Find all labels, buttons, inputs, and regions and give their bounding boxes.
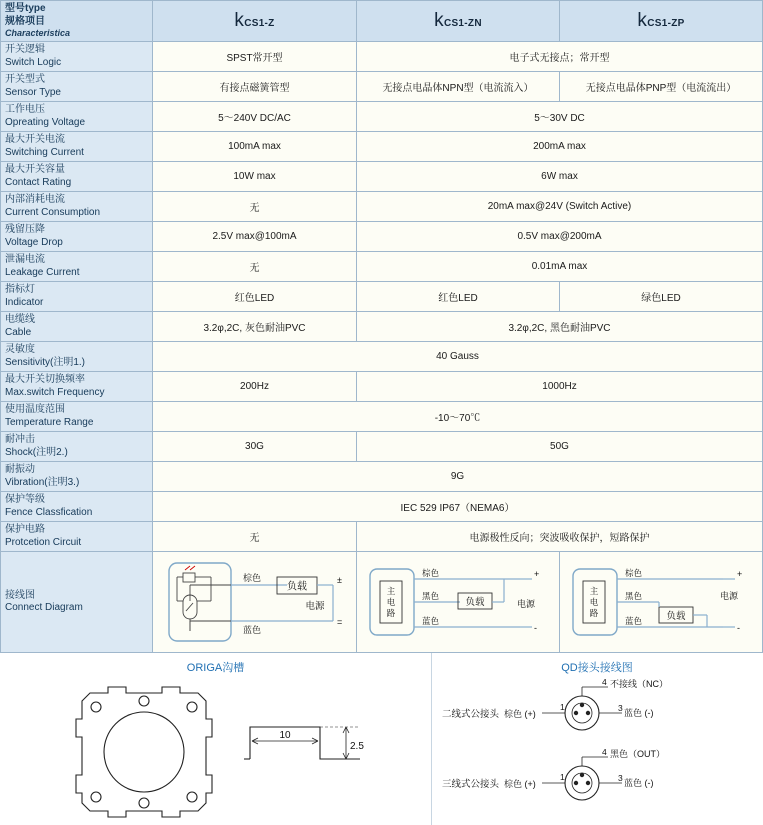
- row-label-cn-6: 残留压降: [5, 224, 45, 236]
- row-label-11: [1, 372, 153, 402]
- model-header-0: [153, 1, 357, 42]
- row-label-16: [1, 522, 153, 552]
- npn-load-label: 负载: [465, 597, 485, 609]
- qd-section: [432, 653, 762, 825]
- pnp-blue-label: 蓝色: [625, 616, 643, 627]
- row-label-6: [1, 222, 153, 252]
- reed-blue-label: 蓝色: [242, 625, 261, 636]
- row-label-cn-1: 开关型式: [5, 74, 45, 86]
- groove-section: [0, 653, 432, 825]
- row-label-cn-7: 泄漏电流: [5, 254, 45, 266]
- qd-two-blue-label: 蓝色 (-): [624, 708, 654, 719]
- row-label-en-0: Switch Logic: [5, 56, 62, 68]
- row-label-14: [1, 462, 153, 492]
- row-label-cn-3: 最大开关电流: [5, 134, 65, 146]
- diagram-npn-cell: [357, 552, 560, 653]
- row-value-16-0: 无: [153, 522, 357, 552]
- qd-connector-diagram: [432, 673, 762, 823]
- npn-minus-label: -: [534, 623, 537, 634]
- row-value-14-0: 9G: [153, 462, 763, 492]
- table-row: [1, 432, 763, 462]
- pnp-brown-label: 棕色: [625, 568, 643, 579]
- row-label-cn-13: 耐冲击: [5, 434, 35, 446]
- row-label-3: [1, 132, 153, 162]
- row-value-8-1: 红色LED: [357, 282, 560, 312]
- qd-three-pin4: 4: [602, 747, 607, 758]
- reed-brown-label: 棕色: [242, 573, 261, 584]
- row-label-9: [1, 312, 153, 342]
- row-label-en-3: Switching Current: [5, 146, 84, 158]
- row-label-4: [1, 162, 153, 192]
- row-value-5-1: 20mA max@24V (Switch Active): [357, 192, 763, 222]
- model-name-1: CS1-ZN: [443, 18, 482, 30]
- row-label-1: [1, 72, 153, 102]
- npn-power-label: 电源: [516, 599, 536, 610]
- pnp-black-label: 黑色: [625, 591, 643, 602]
- qd-three-black-label: 黑色（OUT）: [610, 749, 665, 760]
- bottom-section: [0, 653, 762, 825]
- qd-two-pin4: 4: [602, 677, 607, 688]
- model-prefix-0: k: [234, 10, 245, 32]
- npn-wiring-diagram: [360, 555, 556, 649]
- table-header-row: [1, 1, 763, 42]
- row-label-en-15: Fence Classfication: [5, 506, 93, 518]
- row-label-13: [1, 432, 153, 462]
- row-label-en-11: Max.switch Frequency: [5, 386, 105, 398]
- svg-text:电: 电: [589, 597, 599, 608]
- row-label-en-5: Current Consumption: [5, 206, 101, 218]
- row-value-6-1: 0.5V max@200mA: [357, 222, 763, 252]
- row-label-cn-0: 开关逻辑: [5, 44, 45, 56]
- model-header-2: [560, 1, 763, 42]
- row-label-en-4: Contact Rating: [5, 176, 72, 188]
- diagram-pnp-cell: [560, 552, 763, 653]
- diagram-label-cn: 接线图: [5, 589, 35, 601]
- row-value-4-0: 10W max: [153, 162, 357, 192]
- row-value-15-0: IEC 529 IP67（NEMA6）: [153, 492, 763, 522]
- table-row: [1, 42, 763, 72]
- row-label-cn-8: 指标灯: [5, 284, 35, 296]
- table-row: [1, 372, 763, 402]
- qd-two-pin1: 1: [560, 702, 565, 713]
- table-row: [1, 132, 763, 162]
- table-row: [1, 192, 763, 222]
- row-label-cn-14: 耐振动: [5, 464, 35, 476]
- row-value-10-0: 40 Gauss: [153, 342, 763, 372]
- pnp-wiring-diagram: [563, 555, 759, 649]
- header-label-cn: 规格项目: [5, 15, 45, 27]
- row-value-1-0: 有接点磁簧管型: [153, 72, 357, 102]
- row-value-11-1: 1000Hz: [357, 372, 763, 402]
- row-value-0-0: SPST常开型: [153, 42, 357, 72]
- npn-brown-label: 棕色: [422, 568, 440, 579]
- row-label-7: [1, 252, 153, 282]
- qd-three-pin1: 1: [560, 772, 565, 783]
- row-label-cn-15: 保护等级: [5, 494, 45, 506]
- groove-depth-label: 2.5: [350, 741, 364, 753]
- groove-width-label: 10: [279, 730, 291, 742]
- npn-plus-label: +: [534, 569, 540, 580]
- table-row: [1, 222, 763, 252]
- row-label-en-1: Sensor Type: [5, 86, 61, 98]
- header-model-type: 型号type: [5, 3, 46, 14]
- qd-two-nc-label: 不接线（NC）: [610, 679, 668, 690]
- svg-text:主: 主: [589, 586, 599, 597]
- row-label-cn-4: 最大开关容量: [5, 164, 65, 176]
- row-label-en-16: Protcetion Circuit: [5, 536, 82, 548]
- groove-title: ORIGA沟槽: [186, 662, 245, 675]
- row-value-9-1: 3.2φ,2C, 黑色耐油PVC: [357, 312, 763, 342]
- row-label-en-14: Vibration(注明3.): [5, 476, 80, 488]
- row-label-15: [1, 492, 153, 522]
- row-label-en-9: Cable: [5, 326, 32, 338]
- row-label-8: [1, 282, 153, 312]
- row-label-cn-16: 保护电路: [5, 524, 45, 536]
- table-row: [1, 402, 763, 432]
- reed-minus-label: =: [336, 617, 342, 628]
- row-value-0-1: 电子式无接点；常开型: [357, 42, 763, 72]
- diagram-reed-cell: [153, 552, 357, 653]
- pnp-load-label: 负载: [666, 611, 686, 623]
- row-label-cn-11: 最大开关切换频率: [5, 374, 85, 386]
- row-label-en-7: Leakage Current: [5, 266, 80, 278]
- svg-text:路: 路: [589, 608, 599, 619]
- row-label-cn-9: 电缆线: [5, 314, 35, 326]
- row-value-12-0: -10～70℃: [153, 402, 763, 432]
- qd-three-blue-label: 蓝色 (-): [624, 778, 654, 789]
- reed-power-label: 电源: [304, 601, 325, 613]
- qd-three-pin3: 3: [618, 773, 623, 784]
- table-row: [1, 252, 763, 282]
- model-prefix-1: k: [434, 10, 444, 32]
- row-value-1-2: 无接点电晶体PNP型（电流流出）: [560, 72, 763, 102]
- table-row: [1, 312, 763, 342]
- row-value-11-0: 200Hz: [153, 372, 357, 402]
- row-label-en-12: Temperature Range: [5, 416, 94, 428]
- header-characteristics-cell: [1, 1, 153, 42]
- model-name-2: CS1-ZP: [647, 18, 685, 30]
- pnp-plus-label: +: [737, 569, 743, 580]
- wiring-diagram-row: [1, 552, 763, 653]
- npn-blue-label: 蓝色: [422, 616, 440, 627]
- row-value-9-0: 3.2φ,2C, 灰色耐油PVC: [153, 312, 357, 342]
- table-row: [1, 522, 763, 552]
- row-value-1-1: 无接点电晶体NPN型（电流流入）: [357, 72, 560, 102]
- row-label-en-2: Opreating Voltage: [5, 116, 86, 128]
- pnp-minus-label: -: [737, 623, 740, 634]
- model-name-0: CS1-Z: [244, 18, 275, 30]
- row-label-12: [1, 402, 153, 432]
- svg-text:主: 主: [386, 586, 396, 597]
- row-label-cn-5: 内部消耗电流: [5, 194, 65, 206]
- table-row: [1, 342, 763, 372]
- row-value-8-2: 绿色LED: [560, 282, 763, 312]
- row-label-diagram: [1, 552, 153, 653]
- row-label-cn-2: 工作电压: [5, 104, 45, 116]
- row-value-16-1: 电源极性反向；突波吸收保护，短路保护: [357, 522, 763, 552]
- model-prefix-2: k: [637, 10, 648, 32]
- table-row: [1, 492, 763, 522]
- reed-load-label: 负载: [286, 581, 307, 593]
- row-label-10: [1, 342, 153, 372]
- table-row: [1, 162, 763, 192]
- row-label-5: [1, 192, 153, 222]
- qd-three-brown-label: 棕色 (+): [504, 779, 536, 790]
- row-label-en-10: Sensitivity(注明1.): [5, 356, 86, 368]
- table-row: [1, 102, 763, 132]
- row-value-8-0: 红色LED: [153, 282, 357, 312]
- qd-two-pin3: 3: [618, 703, 623, 714]
- row-label-2: [1, 102, 153, 132]
- row-label-en-8: Indicator: [5, 296, 44, 308]
- row-value-3-1: 200mA max: [357, 132, 763, 162]
- svg-text:电: 电: [386, 597, 396, 608]
- row-label-0: [1, 42, 153, 72]
- qd-three-wire-label: 三线式公接头: [442, 779, 500, 791]
- groove-drawing: [0, 675, 432, 825]
- row-label-cn-12: 使用温度范围: [5, 404, 65, 416]
- qd-title: QD接头接线图: [561, 662, 633, 675]
- row-label-cn-10: 灵敏度: [5, 344, 35, 356]
- npn-black-label: 黑色: [422, 591, 440, 602]
- diagram-label-en: Connect Diagram: [5, 602, 83, 614]
- reed-plus-label: ±: [336, 575, 342, 586]
- table-row: [1, 462, 763, 492]
- row-value-7-0: 无: [153, 252, 357, 282]
- row-label-en-13: Shock(注明2.): [5, 446, 68, 458]
- qd-two-brown-label: 棕色 (+): [504, 709, 536, 720]
- model-header-1: [357, 1, 560, 42]
- row-value-13-0: 30G: [153, 432, 357, 462]
- row-value-4-1: 6W max: [357, 162, 763, 192]
- reed-wiring-diagram: [155, 555, 355, 649]
- table-row: [1, 72, 763, 102]
- row-value-3-0: 100mA max: [153, 132, 357, 162]
- svg-text:路: 路: [386, 608, 396, 619]
- row-value-6-0: 2.5V max@100mA: [153, 222, 357, 252]
- row-value-13-1: 50G: [357, 432, 763, 462]
- row-value-5-0: 无: [153, 192, 357, 222]
- qd-two-wire-label: 二线式公接头: [442, 709, 500, 721]
- pnp-power-label: 电源: [719, 591, 739, 602]
- row-label-en-6: Voltage Drop: [5, 236, 63, 248]
- table-row: [1, 282, 763, 312]
- header-label-en: Characteristica: [5, 28, 71, 38]
- row-value-7-1: 0.01mA max: [357, 252, 763, 282]
- row-value-2-1: 5～30V DC: [357, 102, 763, 132]
- row-value-2-0: 5～240V DC/AC: [153, 102, 357, 132]
